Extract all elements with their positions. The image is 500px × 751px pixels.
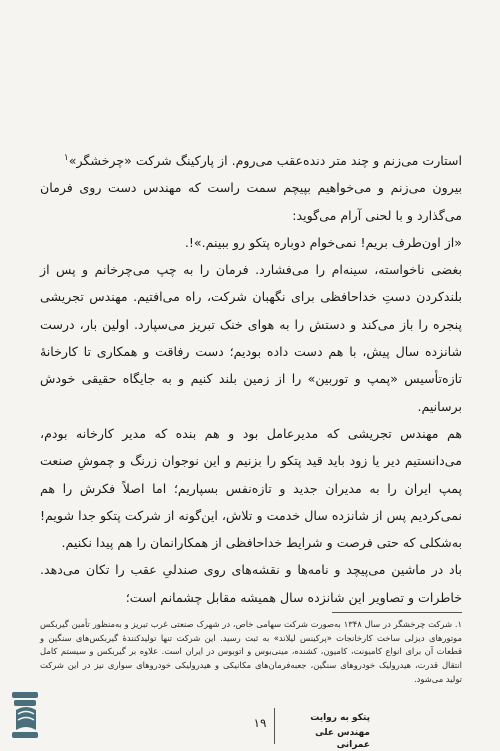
footnote: ۱. شرکت چرخشگر در سال ۱۳۴۸ به‌صورت شرکت سهامی خاص، در شهرک صنعتی غرب تبریز و به‌منظور تأمین گیربکس موتورهای دیزلی ساخت کارخانجات «پرکینس لیلاند» به ثبت رسید. این شرکت تنها تولیدکنندهٔ گیربکس‌های سنگین و قطعات آن برای انواع کامیونت، کامیون، کشنده، مینی‌بوس و اتوبوس در ایران است. علاوه بر گیربکس و سیستم کامل انتقال قدرت، هیدرولیک خودروهای سنگین، جعبه‌فرمان‌های مکانیکی و هیدرولیکی خودروهای سواری نیز در این شرکت تولید می‌شود. xyxy=(40,619,462,684)
paragraph: بغضی ناخواسته، سینه‌ام را می‌فشارد. فرمان را به چپ می‌چرخانم و پس از بلندکردن دستِ خداحافظی برای نگهبان شرکت، راه می‌افتیم. مهندس تجریشی پنجره را باز می‌کند و دستش را به هوای خنک تبریز می‌سپارد. اولین بار، درست شانزده سال پیش، با هم دست داده بودیم؛ دست رفاقت و همکاری تا کارخانهٔ تازه‌تأسیس «پمپ و توربین» را از زمین بلند کنیم و به جایگاه حقیقی خودش برسانیم. xyxy=(40,262,462,414)
paragraph: باد در ماشین می‌پیچد و نامه‌ها و نقشه‌های روی صندلیِ عقب را تکان می‌دهد. خاطرات و تصاویر این شانزده سال همیشه مقابل چشمانم است؛ xyxy=(40,562,462,605)
paragraph-text: استارت می‌زنم و چند متر دنده‌عقب می‌روم. از پارکینگ شرکت «چرخشگر» xyxy=(68,153,462,168)
page-number: ۱۹ xyxy=(253,716,267,730)
body-text xyxy=(40,147,462,611)
footer-divider xyxy=(274,708,275,744)
running-author: مهندس علی عمرانی xyxy=(315,728,370,750)
paragraph: بیرون می‌زنم و می‌خواهیم بپیچم سمت راست که مهندس دست روی فرمان می‌گذارد و با لحنی آرام می‌گوید: xyxy=(40,180,462,223)
footnote-reference: ۱ xyxy=(63,152,69,163)
footnote-divider xyxy=(332,612,462,613)
running-title: پتکو به روایت xyxy=(310,713,370,723)
paragraph xyxy=(40,147,462,174)
quote-paragraph: «از اون‌طرف بریم! نمی‌خوام دوباره پتکو رو ببینم.»!. xyxy=(184,234,462,250)
paragraph: هم مهندس تجریشی که مدیرعامل بود و هم بنده که مدیر کارخانه بودم، می‌دانستیم دیر یا زود باید قید پتکو را بزنیم و این نوجوان زرنگ و چموشِ صنعت پمپ ایران را به مدیران جدید و تازه‌نفس بسپاریم؛ اما اصلاً فکرش را هم نمی‌کردیم پس از شانزده سال خدمت و تلاش، این‌گونه از شرکت پتکو جدا شویم! به‌شکلی که حتی فرصت و شرایط خداحافظی از همکارانمان را هم پیدا نکنیم. xyxy=(40,425,462,551)
publisher-logo-icon xyxy=(8,690,44,740)
